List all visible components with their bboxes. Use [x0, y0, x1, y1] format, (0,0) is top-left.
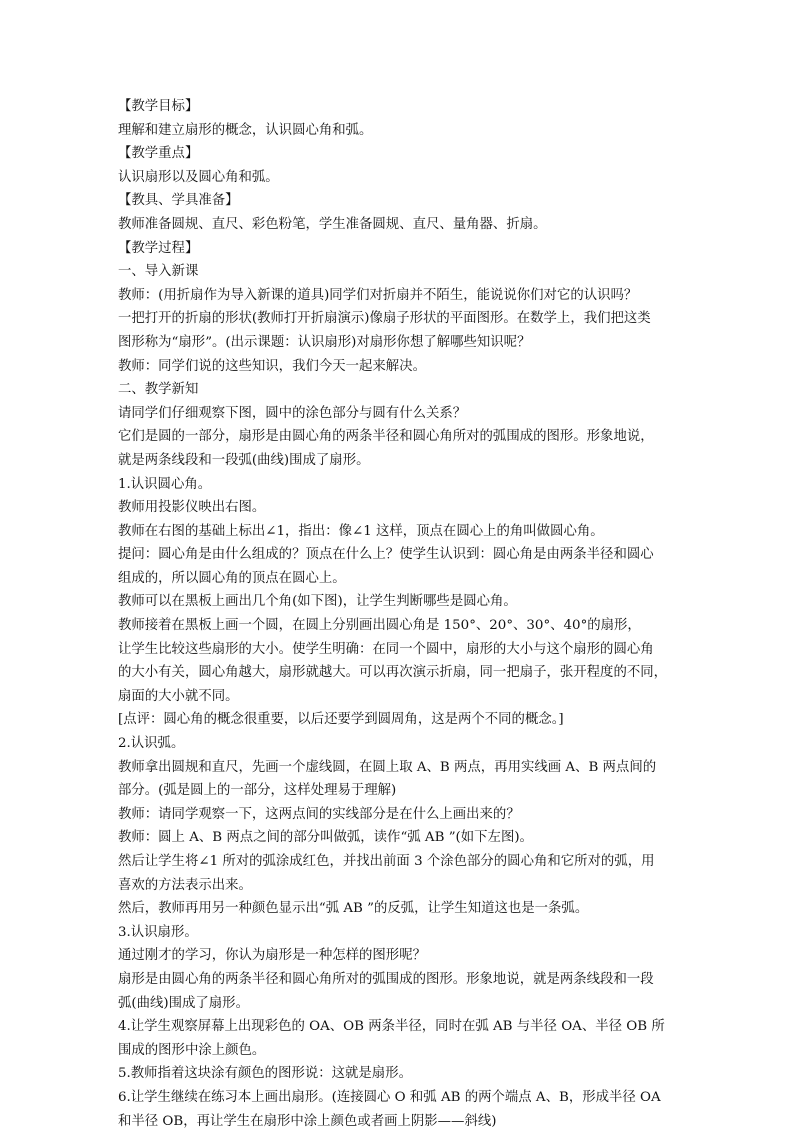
text-line: 4.让学生观察屏幕上出现彩色的 OA、OB 两条半径，同时在弧 AB 与半径 OA、半径 OB 所	[118, 1019, 665, 1035]
text-line: 请同学们仔细观察下图，圆中的涂色部分与圆有什么关系？	[118, 405, 467, 421]
text-line: 扇形是由圆心角的两条半径和圆心角所对的弧围成的图形。形象地说，就是两条线段和一段	[118, 971, 654, 987]
text-line: 一、导入新课	[118, 264, 199, 280]
text-line: 围成的图形中涂上颜色。	[118, 1042, 266, 1058]
text-line: 【教学过程】	[118, 240, 199, 256]
text-line: 教师接着在黑板上画一个圆，在圆上分别画出圆心角是 150°、20°、30°、40°的扇形，	[118, 618, 641, 634]
text-line: 二、教学新知	[118, 382, 199, 398]
text-line: 它们是圆的一部分，扇形是由圆心角的两条半径和圆心角所对的弧围成的图形。形象地说，	[118, 429, 654, 445]
text-line: 提问：圆心角是由什么组成的？顶点在什么上？使学生认识到：圆心角是由两条半径和圆心	[118, 547, 654, 563]
text-line: 教师在右图的基础上标出∠1，指出：像∠1 这样，顶点在圆心上的角叫做圆心角。	[118, 523, 604, 539]
text-line: 喜欢的方法表示出来。	[118, 877, 252, 893]
text-line: 认识扇形以及圆心角和弧。	[118, 169, 279, 185]
text-line: 然后让学生将∠1 所对的弧涂成红色，并找出前面 3 个涂色部分的圆心角和它所对的弧，用	[118, 854, 655, 869]
text-line: 的大小有关，圆心角越大，扇形就越大。可以再次演示折扇，同一把扇子，张开程度的不同，	[118, 665, 668, 681]
text-line: 【教学重点】	[118, 146, 199, 162]
text-line: 5.教师指着这块涂有颜色的图形说：这就是扇形。	[118, 1066, 412, 1082]
text-line: 然后，教师再用另一种颜色显示出“弧 AB ”的反弧，让学生知道这也是一条弧。	[118, 901, 589, 917]
text-line: 理解和建立扇形的概念，认识圆心角和弧。	[118, 122, 373, 138]
text-line: 6.让学生继续在练习本上画出扇形。(连接圆心 O 和弧 AB 的两个端点 A、B，形成半径 OA	[118, 1089, 661, 1105]
text-line: 扇面的大小就不同。	[118, 688, 239, 704]
text-line: 部分。(弧是圆上的一部分，这样处理易于理解)	[118, 783, 397, 799]
text-line: 和半径 OB，再让学生在扇形中涂上颜色或者画上阴影——斜线)	[118, 1113, 497, 1129]
text-line: 弧(曲线)围成了扇形。	[118, 995, 249, 1011]
text-line: 就是两条线段和一段弧(曲线)围成了扇形。	[118, 452, 370, 468]
text-line: 通过刚才的学习，你认为扇形是一种怎样的图形呢？	[118, 948, 426, 964]
text-line: 一把打开的折扇的形状(教师打开折扇演示)像扇子形状的平面图形。在数学上，我们把这类	[118, 311, 651, 327]
text-line: 图形称为“扇形”。(出示课题：认识扇形)对扇形你想了解哪些知识呢？	[118, 334, 531, 350]
text-line: 让学生比较这些扇形的大小。使学生明确：在同一个圆中，扇形的大小与这个扇形的圆心角	[118, 641, 654, 657]
text-line: 教师：同学们说的这些知识，我们今天一起来解决。	[118, 358, 426, 374]
text-line: 1.认识圆心角。	[118, 476, 212, 492]
text-line: 教师：请同学观察一下，这两点间的实线部分是在什么上画出来的？	[118, 806, 520, 822]
text-line: 教师：圆上 A、B 两点之间的部分叫做弧，读作“弧 AB ”(如下左图)。	[118, 830, 533, 846]
text-line: 教师可以在黑板上画出几个角(如下图)，让学生判断哪些是圆心角。	[118, 594, 517, 610]
text-line: 教师准备圆规、直尺、彩色粉笔，学生准备圆规、直尺、量角器、折扇。	[118, 216, 547, 232]
text-line: 【教具、学具准备】	[118, 193, 239, 209]
text-line: 2.认识弧。	[118, 736, 185, 752]
text-line: [点评：圆心角的概念很重要，以后还要学到圆周角，这是两个不同的概念。]	[118, 712, 564, 728]
text-line: 【教学目标】	[118, 99, 199, 114]
text-line: 教师：(用折扇作为导入新课的道具)同学们对折扇并不陌生，能说说你们对它的认识吗？	[118, 287, 638, 303]
text-line: 教师拿出圆规和直尺，先画一个虚线圆，在圆上取 A、B 两点，再用实线画 A、B 两点间的	[118, 759, 657, 775]
lesson-plan-document	[118, 95, 678, 1133]
text-line: 组成的，所以圆心角的顶点在圆心上。	[118, 570, 346, 586]
text-line: 3.认识扇形。	[118, 924, 198, 940]
text-line: 教师用投影仪映出右图。	[118, 500, 266, 516]
